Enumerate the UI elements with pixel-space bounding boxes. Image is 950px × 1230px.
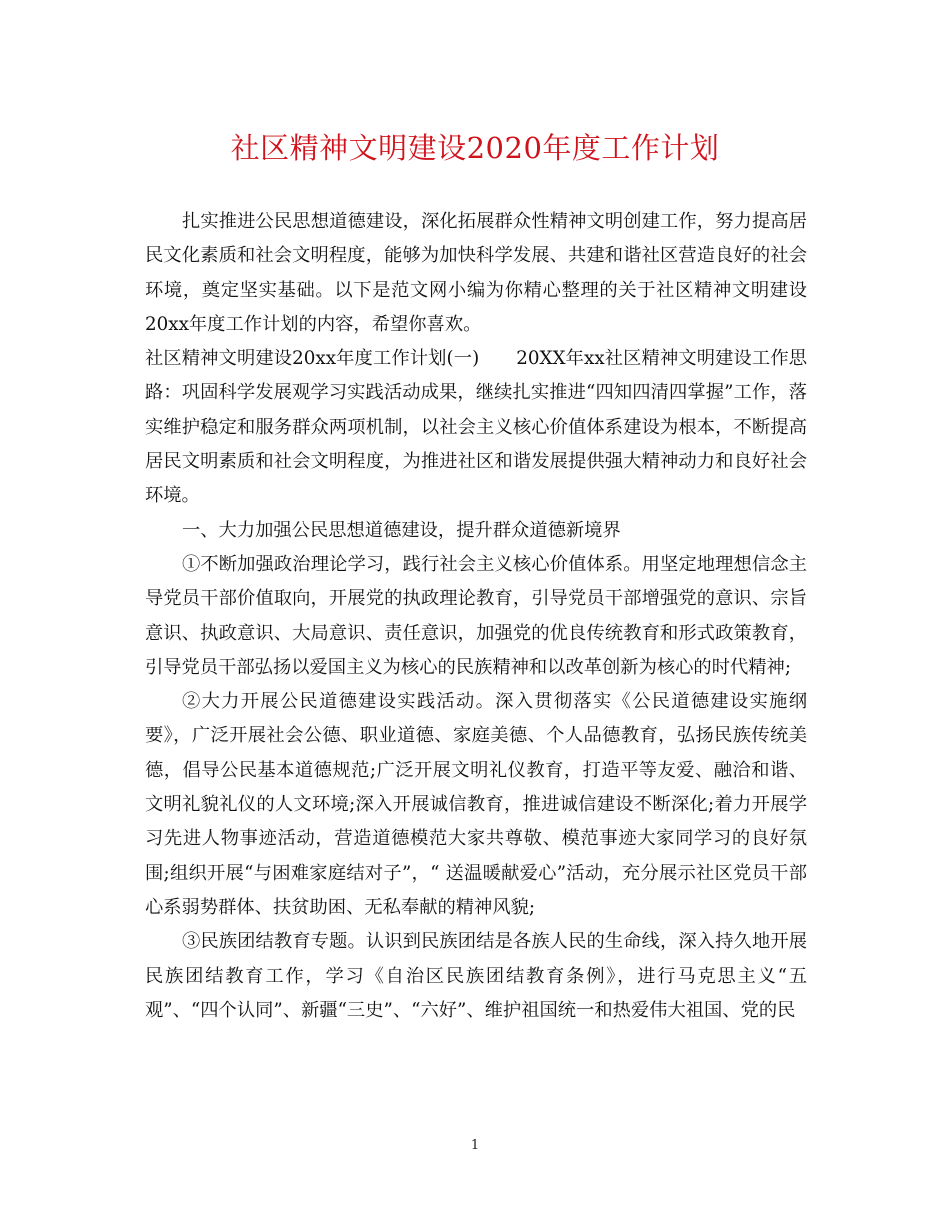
paragraph-item-3: ③民族团结教育专题。认识到民族团结是各族人民的生命线，深入持久地开展民族团结教育工作，学习《自治区民族团结教育条例》，进行马克思主义“五观”、“四个认同”、新疆“三史”、“六好”、维护祖国统一和热爱伟大祖国、党的民 <box>145 931 807 1021</box>
document-title: 社区精神文明建设2020年度工作计划 <box>230 131 720 165</box>
paragraph-item-1: ①不断加强政治理论学习，践行社会主义核心价值体系。用坚定地理想信念主导党员干部价值取向，开展党的执政理论教育，引导党员干部增强党的意识、宗旨意识、执政意识、大局意识、责任意识，加强党的优良传统教育和形式政策教育，引导党员干部弘扬以爱国主义为核心的民族精神和以改革创新为核心的时代精神; <box>145 553 807 678</box>
document-body <box>145 205 807 1028</box>
paragraph-intro: 扎实推进公民思想道德建设，深化拓展群众性精神文明创建工作，努力提高居民文化素质和社会文明程度，能够为加快科学发展、共建和谐社区营造良好的社会环境，奠定坚实基础。以下是范文网小编为你精心整理的关于社区精神文明建设20xx年度工作计划的内容，希望你喜欢。 <box>145 211 807 335</box>
page-number: 1 <box>470 1138 480 1153</box>
section-heading-1: 一、大力加强公民思想道德建设，提升群众道德新境界 <box>182 519 621 541</box>
paragraph-item-2: ②大力开展公民道德建设实践活动。深入贯彻落实《公民道德建设实施纲要》，广泛开展社会公德、职业道德、家庭美德、个人品德教育，弘扬民族传统美德，倡导公民基本道德规范;广泛开展文明礼仪教育，打造平等友爱、融洽和谐、文明礼貌礼仪的人文环境;深入开展诚信教育，推进诚信建设不断深化;着力开展学习先进人物事迹活动，营造道德模范大家共尊敬、模范事迹大家同学习的良好氛围;组织开展“与困难家庭结对子”，“ 送温暖献爱心”活动，充分展示社区党员干部心系弱势群体、扶贫助困、无私奉献的精神风貌; <box>145 691 807 918</box>
paragraph-plan-heading: 社区精神文明建设20xx年度工作计划(一) 20XX年xx社区精神文明建设工作思路：巩固科学发展观学习实践活动成果，继续扎实推进“四知四清四掌握”工作，落实维护稳定和服务群众两项机制，以社会主义核心价值体系建设为根本，不断提高居民文明素质和社会文明程度，为推进社区和谐发展提供强大精神动力和良好社会环境。 <box>145 348 807 507</box>
